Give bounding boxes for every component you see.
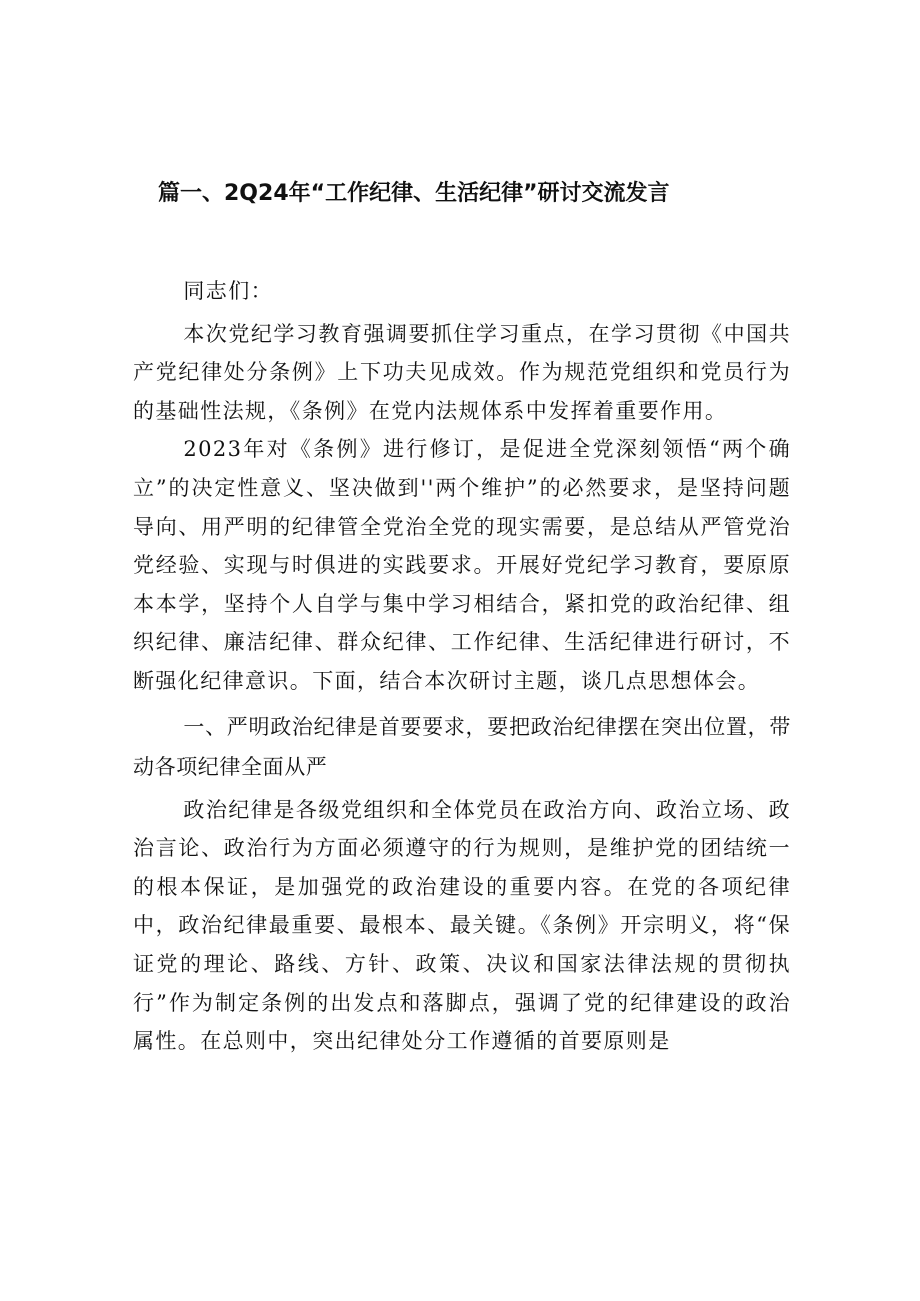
document-title: 篇一、2Q24年“工作纪律、生活纪律”研讨交流发言 — [158, 181, 670, 206]
paragraph-intro: 本次党纪学习教育强调要抓住学习重点，在学习贯彻《中国共产党纪律处分条例》上下功夫见成效。作为规范党组织和党员行为的基础性法规，《条例》在党内法规体系中发挥着重要作用。 — [133, 321, 791, 423]
paragraph-political-discipline: 政治纪律是各级党组织和全体党员在政治方向、政治立场、政治言论、政治行为方面必须遵守的行为规则，是维护党的团结统一的根本保证，是加强党的政治建设的重要内容。在党的各项纪律中，政治纪律最重要、最根本、最关键。《条例》开宗明义，将“保证党的理论、路线、方针、政策、决议和国家法律法规的贯彻执行”作为制定条例的出发点和落脚点，强调了党的纪律建设的政治属性。在总则中，突出纪律处分工作遵循的首要原则是 — [133, 797, 791, 1054]
section-heading: 一、严明政治纪律是首要要求，要把政治纪律摆在突出位置，带动各项纪律全面从严 — [133, 714, 791, 779]
salutation: 同志们： — [183, 279, 273, 303]
paragraph-revision: 2023年对《条例》进行修订，是促进全党深刻领悟“两个确立”的决定性意义、坚决做到''两个维护”的必然要求，是坚持问题导向、用严明的纪律管全党治全党的现实需要，是总结从严管党治党经验、实现与时俱进的实践要求。开展好党纪学习教育，要原原本本学，坚持个人自学与集中学习相结合，紧扣党的政治纪律、组织纪律、廉洁纪律、群众纪律、工作纪律、生活纪律进行研讨，不断强化纪律意识。下面，结合本次研讨主题，谈几点思想体会。 — [133, 437, 791, 693]
document-body — [133, 272, 791, 1061]
